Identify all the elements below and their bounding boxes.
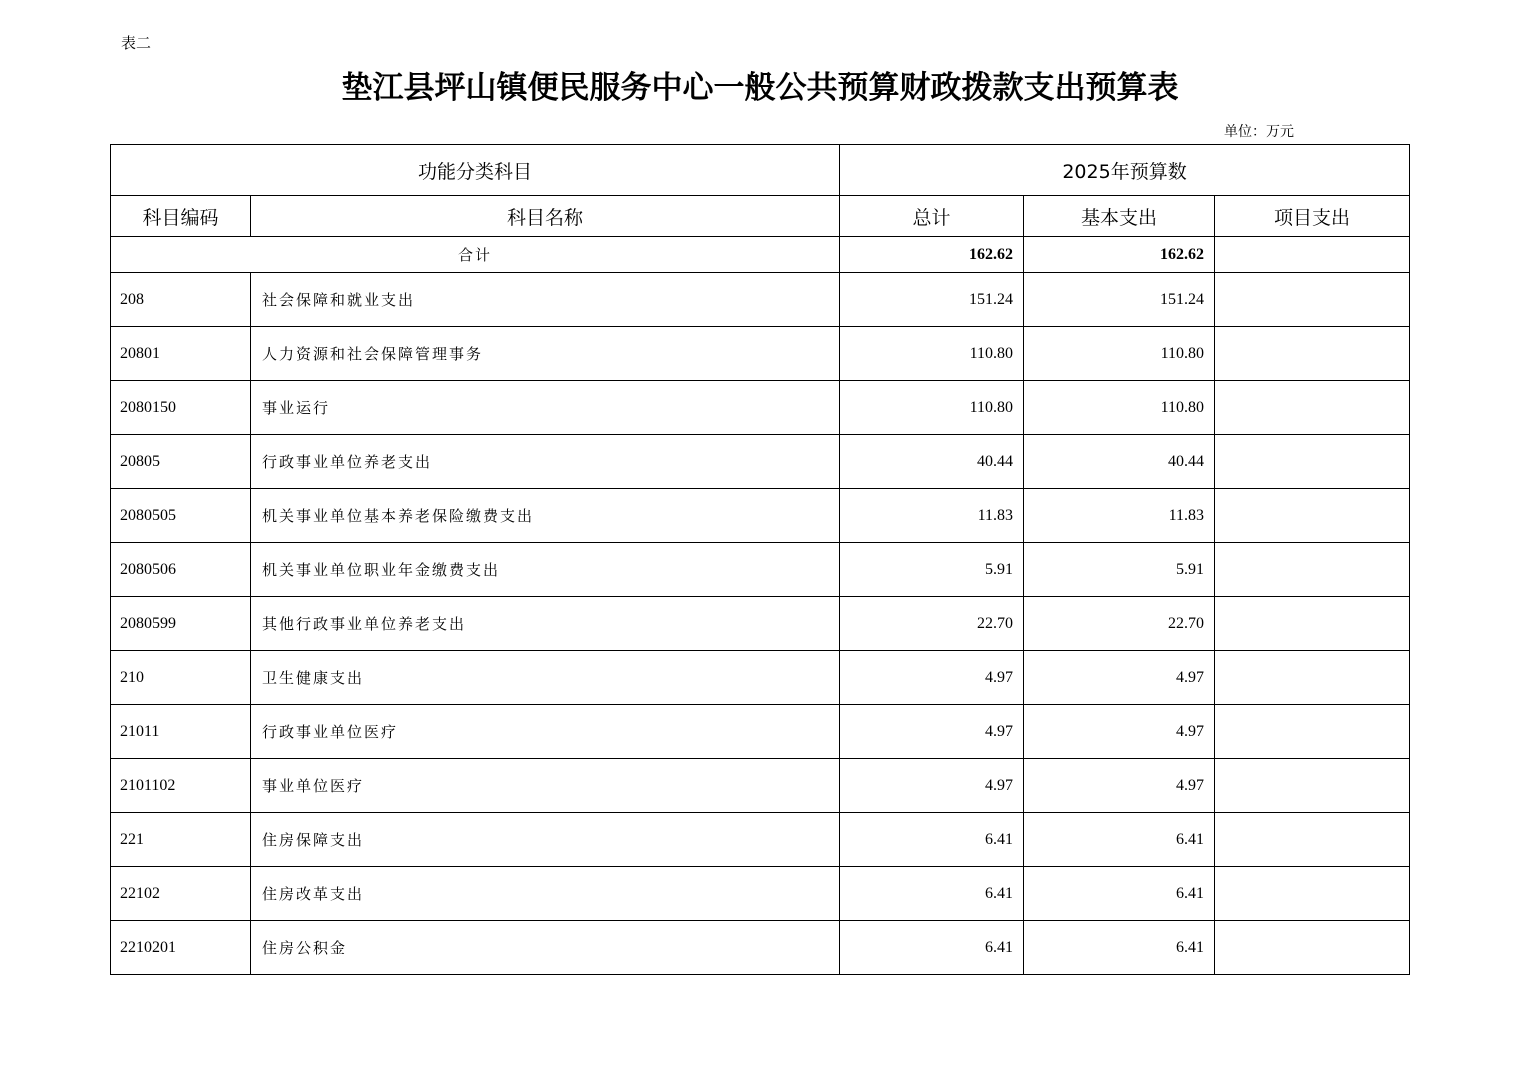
row-name: 社会保障和就业支出 <box>251 273 840 327</box>
row-code: 2080505 <box>111 489 251 543</box>
row-name: 住房保障支出 <box>251 813 840 867</box>
row-code: 2080599 <box>111 597 251 651</box>
total-project <box>1215 237 1410 273</box>
row-basic: 4.97 <box>1024 705 1215 759</box>
table-row <box>111 273 1410 327</box>
row-project <box>1215 651 1410 705</box>
row-code: 2080506 <box>111 543 251 597</box>
row-name: 事业单位医疗 <box>251 759 840 813</box>
row-project <box>1215 813 1410 867</box>
row-project <box>1215 489 1410 543</box>
budget-table <box>110 144 1410 975</box>
row-basic: 6.41 <box>1024 867 1215 921</box>
row-total: 6.41 <box>840 813 1024 867</box>
header-budget-year: 2025年预算数 <box>840 145 1410 196</box>
row-code: 2101102 <box>111 759 251 813</box>
row-basic: 110.80 <box>1024 327 1215 381</box>
total-sum: 162.62 <box>840 237 1024 273</box>
header-project: 项目支出 <box>1215 196 1410 237</box>
table-row <box>111 543 1410 597</box>
table-row <box>111 813 1410 867</box>
row-name: 卫生健康支出 <box>251 651 840 705</box>
row-project <box>1215 921 1410 975</box>
row-project <box>1215 867 1410 921</box>
row-total: 5.91 <box>840 543 1024 597</box>
row-total: 11.83 <box>840 489 1024 543</box>
row-project <box>1215 381 1410 435</box>
row-name: 其他行政事业单位养老支出 <box>251 597 840 651</box>
row-total: 110.80 <box>840 381 1024 435</box>
row-project <box>1215 705 1410 759</box>
total-basic: 162.62 <box>1024 237 1215 273</box>
row-basic: 4.97 <box>1024 651 1215 705</box>
row-code: 2210201 <box>111 921 251 975</box>
row-code: 22102 <box>111 867 251 921</box>
header-code: 科目编码 <box>111 196 251 237</box>
header-functional-category: 功能分类科目 <box>111 145 840 196</box>
header-row-columns <box>111 196 1410 237</box>
row-project <box>1215 759 1410 813</box>
row-total: 4.97 <box>840 651 1024 705</box>
row-code: 20801 <box>111 327 251 381</box>
row-name: 住房改革支出 <box>251 867 840 921</box>
table-row <box>111 651 1410 705</box>
row-basic: 151.24 <box>1024 273 1215 327</box>
row-basic: 6.41 <box>1024 813 1215 867</box>
row-name: 行政事业单位医疗 <box>251 705 840 759</box>
row-project <box>1215 543 1410 597</box>
table-row <box>111 867 1410 921</box>
row-code: 2080150 <box>111 381 251 435</box>
row-total: 6.41 <box>840 867 1024 921</box>
page-label: 表二 <box>121 34 152 52</box>
row-code: 221 <box>111 813 251 867</box>
table-row <box>111 435 1410 489</box>
header-name: 科目名称 <box>251 196 840 237</box>
row-basic: 110.80 <box>1024 381 1215 435</box>
table-row <box>111 381 1410 435</box>
row-name: 人力资源和社会保障管理事务 <box>251 327 840 381</box>
header-total: 总计 <box>840 196 1024 237</box>
header-row-group <box>111 145 1410 196</box>
row-code: 208 <box>111 273 251 327</box>
row-total: 6.41 <box>840 921 1024 975</box>
total-row <box>111 237 1410 273</box>
row-code: 210 <box>111 651 251 705</box>
table-row <box>111 597 1410 651</box>
row-code: 20805 <box>111 435 251 489</box>
total-label: 合计 <box>111 237 840 273</box>
table-row <box>111 327 1410 381</box>
row-basic: 40.44 <box>1024 435 1215 489</box>
row-name: 住房公积金 <box>251 921 840 975</box>
row-total: 151.24 <box>840 273 1024 327</box>
row-total: 40.44 <box>840 435 1024 489</box>
row-total: 22.70 <box>840 597 1024 651</box>
table-row <box>111 489 1410 543</box>
row-name: 行政事业单位养老支出 <box>251 435 840 489</box>
page-title: 垫江县坪山镇便民服务中心一般公共预算财政拨款支出预算表 <box>341 70 1179 106</box>
table-row <box>111 705 1410 759</box>
row-basic: 11.83 <box>1024 489 1215 543</box>
row-basic: 4.97 <box>1024 759 1215 813</box>
row-total: 110.80 <box>840 327 1024 381</box>
row-code: 21011 <box>111 705 251 759</box>
row-name: 机关事业单位基本养老保险缴费支出 <box>251 489 840 543</box>
row-total: 4.97 <box>840 759 1024 813</box>
unit-label: 单位：万元 <box>1224 124 1294 140</box>
row-basic: 5.91 <box>1024 543 1215 597</box>
table-row <box>111 759 1410 813</box>
row-project <box>1215 273 1410 327</box>
row-total: 4.97 <box>840 705 1024 759</box>
row-name: 事业运行 <box>251 381 840 435</box>
header-basic: 基本支出 <box>1024 196 1215 237</box>
row-project <box>1215 597 1410 651</box>
row-basic: 22.70 <box>1024 597 1215 651</box>
table-row <box>111 921 1410 975</box>
row-name: 机关事业单位职业年金缴费支出 <box>251 543 840 597</box>
row-project <box>1215 327 1410 381</box>
row-basic: 6.41 <box>1024 921 1215 975</box>
row-project <box>1215 435 1410 489</box>
